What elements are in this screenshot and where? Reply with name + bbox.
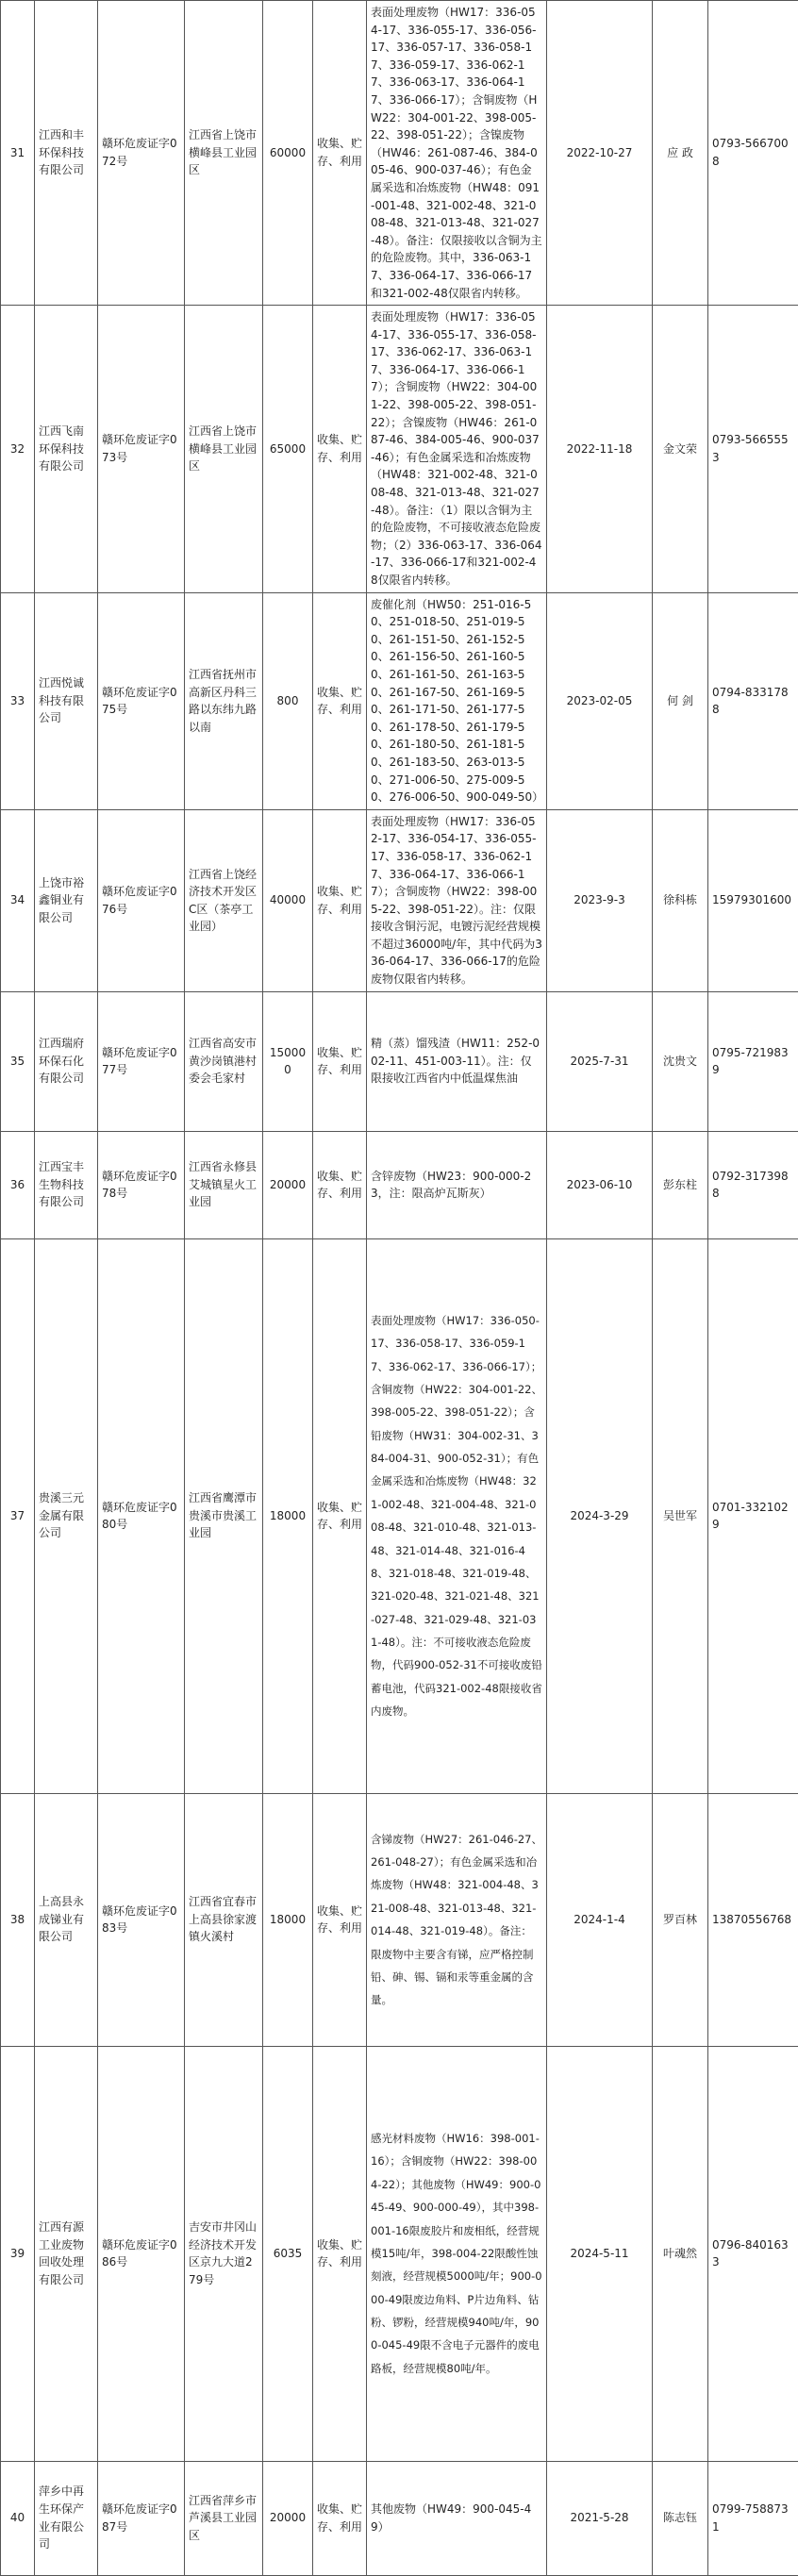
contact-person-cell: 何 剑 <box>653 592 708 809</box>
company-name-cell: 江西瑞府环保石化有限公司 <box>35 991 98 1131</box>
capacity-cell: 40000 <box>263 809 313 991</box>
table-row <box>1 1131 798 1238</box>
row-number-cell: 36 <box>1 1131 35 1238</box>
expiry-date-cell: 2021-5-28 <box>547 2461 653 2575</box>
expiry-date-cell: 2024-1-4 <box>547 1793 653 2046</box>
operation-mode-cell: 收集、贮存、利用 <box>313 2046 367 2461</box>
expiry-date-cell: 2023-06-10 <box>547 1131 653 1238</box>
table-row <box>1 809 798 991</box>
waste-categories-cell: 表面处理废物（HW17：336-054-17、336-055-17、336-058-17、336-062-17、336-063-17、336-064-17、336-066-17）；含铜废物（HW22：304-001-22、398-005-22、398-051-22）；含镍废物（HW46：261-087-46、384-005-46、900-037-46）；有色金属采选和冶炼废物（HW48：321-002-48、321-008-48、321-013-48、321-027-48）。备注：（1）限以含铜为主的危险废物，不可接收液态危险废物；（2）336-063-17、336-064-17、336-066-17和321-002-48仅限省内转移。 <box>367 306 547 593</box>
contact-phone-cell: 0701-3321029 <box>708 1238 798 1793</box>
waste-categories-cell: 表面处理废物（HW17：336-052-17、336-054-17、336-055-17、336-058-17、336-062-17、336-064-17、336-066-17）；含铜废物（HW22：398-005-22、398-051-22）。注：仅限接收含铜污泥，电镀污泥经营规模不超过36000吨/年，其中代码为336-064-17、336-066-17的危险废物仅限省内转移。 <box>367 809 547 991</box>
expiry-date-cell: 2023-9-3 <box>547 809 653 991</box>
row-number-cell: 39 <box>1 2046 35 2461</box>
contact-person-cell: 金文荣 <box>653 306 708 593</box>
table-row <box>1 2461 798 2575</box>
facility-address-cell: 江西省抚州市高新区丹科三路以东纬九路以南 <box>185 592 263 809</box>
row-number-cell: 33 <box>1 592 35 809</box>
contact-phone-cell: 0792-3173988 <box>708 1131 798 1238</box>
waste-categories-cell: 精（蒸）馏残渣（HW11：252-002-11、451-003-11）。注：仅限接收江西省内中低温煤焦油 <box>367 991 547 1131</box>
operation-mode-cell: 收集、贮存、利用 <box>313 2461 367 2575</box>
permit-table-body <box>1 1 798 2576</box>
license-number-cell: 赣环危废证字077号 <box>98 991 185 1131</box>
license-number-cell: 赣环危废证字083号 <box>98 1793 185 2046</box>
capacity-cell: 60000 <box>263 1 313 306</box>
company-name-cell: 江西飞南环保科技有限公司 <box>35 306 98 593</box>
contact-phone-cell: 0795-7219839 <box>708 991 798 1131</box>
expiry-date-cell: 2024-3-29 <box>547 1238 653 1793</box>
company-name-cell: 萍乡中再生环保产业有限公司 <box>35 2461 98 2575</box>
contact-phone-cell: 0794-8331788 <box>708 592 798 809</box>
license-number-cell: 赣环危废证字073号 <box>98 306 185 593</box>
table-row <box>1 2046 798 2461</box>
expiry-date-cell: 2023-02-05 <box>547 592 653 809</box>
license-number-cell: 赣环危废证字086号 <box>98 2046 185 2461</box>
capacity-cell: 20000 <box>263 1131 313 1238</box>
contact-phone-cell: 13870556768 <box>708 1793 798 2046</box>
operation-mode-cell: 收集、贮存、利用 <box>313 809 367 991</box>
facility-address-cell: 吉安市井冈山经济技术开发区京九大道279号 <box>185 2046 263 2461</box>
operation-mode-cell: 收集、贮存、利用 <box>313 1 367 306</box>
contact-person-cell: 彭东柱 <box>653 1131 708 1238</box>
operation-mode-cell: 收集、贮存、利用 <box>313 991 367 1131</box>
expiry-date-cell: 2022-11-18 <box>547 306 653 593</box>
contact-person-cell: 吴世军 <box>653 1238 708 1793</box>
contact-phone-cell: 0793-5665553 <box>708 306 798 593</box>
table-row <box>1 1 798 306</box>
capacity-cell: 800 <box>263 592 313 809</box>
company-name-cell: 上高县永成锑业有限公司 <box>35 1793 98 2046</box>
company-name-cell: 江西宝丰生物科技有限公司 <box>35 1131 98 1238</box>
capacity-cell: 65000 <box>263 306 313 593</box>
company-name-cell: 贵溪三元金属有限公司 <box>35 1238 98 1793</box>
facility-address-cell: 江西省上饶经济技术开发区C区（茶亭工业园） <box>185 809 263 991</box>
license-number-cell: 赣环危废证字075号 <box>98 592 185 809</box>
table-row <box>1 592 798 809</box>
license-number-cell: 赣环危废证字072号 <box>98 1 185 306</box>
waste-categories-cell: 废催化剂（HW50：251-016-50、251-018-50、251-019-50、261-151-50、261-152-50、261-156-50、261-160-50、261-161-50、261-163-50、261-167-50、261-169-50、261-171-50、261-177-50、261-178-50、261-179-50、261-180-50、261-181-50、261-183-50、263-013-50、271-006-50、275-009-50、276-006-50、900-049-50） <box>367 592 547 809</box>
table-row <box>1 1793 798 2046</box>
contact-phone-cell: 0799-7588731 <box>708 2461 798 2575</box>
waste-categories-cell: 含锌废物（HW23：900-000-23，注：限高炉瓦斯灰） <box>367 1131 547 1238</box>
license-number-cell: 赣环危废证字080号 <box>98 1238 185 1793</box>
row-number-cell: 37 <box>1 1238 35 1793</box>
capacity-cell: 150000 <box>263 991 313 1131</box>
contact-person-cell: 罗百林 <box>653 1793 708 2046</box>
table-row <box>1 306 798 593</box>
row-number-cell: 32 <box>1 306 35 593</box>
license-number-cell: 赣环危废证字076号 <box>98 809 185 991</box>
operation-mode-cell: 收集、贮存、利用 <box>313 1131 367 1238</box>
facility-address-cell: 江西省萍乡市芦溪县工业园区 <box>185 2461 263 2575</box>
company-name-cell: 江西和丰环保科技有限公司 <box>35 1 98 306</box>
contact-phone-cell: 0796-8401633 <box>708 2046 798 2461</box>
row-number-cell: 40 <box>1 2461 35 2575</box>
facility-address-cell: 江西省永修县艾城镇星火工业园 <box>185 1131 263 1238</box>
facility-address-cell: 江西省上饶市横峰县工业园区 <box>185 1 263 306</box>
contact-phone-cell: 0793-5667008 <box>708 1 798 306</box>
operation-mode-cell: 收集、贮存、利用 <box>313 306 367 593</box>
facility-address-cell: 江西省宜春市上高县徐家渡镇火溪村 <box>185 1793 263 2046</box>
row-number-cell: 35 <box>1 991 35 1131</box>
contact-person-cell: 叶魂然 <box>653 2046 708 2461</box>
row-number-cell: 34 <box>1 809 35 991</box>
table-row <box>1 991 798 1131</box>
company-name-cell: 江西有源工业废物回收处理有限公司 <box>35 2046 98 2461</box>
expiry-date-cell: 2024-5-11 <box>547 2046 653 2461</box>
facility-address-cell: 江西省上饶市横峰县工业园区 <box>185 306 263 593</box>
contact-person-cell: 沈贵文 <box>653 991 708 1131</box>
operation-mode-cell: 收集、贮存、利用 <box>313 592 367 809</box>
operation-mode-cell: 收集、贮存、利用 <box>313 1793 367 2046</box>
capacity-cell: 18000 <box>263 1238 313 1793</box>
expiry-date-cell: 2022-10-27 <box>547 1 653 306</box>
waste-categories-cell: 表面处理废物（HW17：336-054-17、336-055-17、336-056-17、336-057-17、336-058-17、336-059-17、336-062-17、336-063-17、336-064-17、336-066-17）；含铜废物（HW22：304-001-22、398-005-22、398-051-22）；含镍废物（HW46：261-087-46、384-005-46、900-037-46）；有色金属采选和冶炼废物（HW48：091-001-48、321-002-48、321-008-48、321-013-48、321-027-48）。备注：仅限接收以含铜为主的危险废物。其中，336-063-17、336-064-17、336-066-17和321-002-48仅限省内转移。 <box>367 1 547 306</box>
contact-person-cell: 陈志钰 <box>653 2461 708 2575</box>
capacity-cell: 18000 <box>263 1793 313 2046</box>
operation-mode-cell: 收集、贮存、利用 <box>313 1238 367 1793</box>
contact-person-cell: 徐科栋 <box>653 809 708 991</box>
waste-categories-cell: 感光材料废物（HW16：398-001-16）；含铜废物（HW22：398-004-22）；其他废物（HW49：900-045-49、900-000-49），其中398-001-16限废胶片和废相纸，经营规模15吨/年，398-004-22限酸性蚀刻液，经营规模5000吨/年；900-000-49限废边角料、P片边角料、钻粉、锣粉，经营规模940吨/年，900-045-49限不含电子元器件的废电路板，经营规模80吨/年。 <box>367 2046 547 2461</box>
license-number-cell: 赣环危废证字078号 <box>98 1131 185 1238</box>
contact-person-cell: 应 政 <box>653 1 708 306</box>
company-name-cell: 江西悦诚科技有限公司 <box>35 592 98 809</box>
row-number-cell: 38 <box>1 1793 35 2046</box>
facility-address-cell: 江西省高安市黄沙岗镇港村委会毛家村 <box>185 991 263 1131</box>
expiry-date-cell: 2025-7-31 <box>547 991 653 1131</box>
row-number-cell: 31 <box>1 1 35 306</box>
facility-address-cell: 江西省鹰潭市贵溪市贵溪工业园 <box>185 1238 263 1793</box>
license-number-cell: 赣环危废证字087号 <box>98 2461 185 2575</box>
waste-categories-cell: 含锑废物（HW27：261-046-27、261-048-27）；有色金属采选和冶炼废物（HW48：321-004-48、321-008-48、321-013-48、321-014-48、321-019-48）。备注：限废物中主要含有锑，应严格控制铅、砷、锡、镉和汞等重金属的含量。 <box>367 1793 547 2046</box>
company-name-cell: 上饶市裕鑫铜业有限公司 <box>35 809 98 991</box>
waste-categories-cell: 表面处理废物（HW17：336-050-17、336-058-17、336-059-17、336-062-17、336-066-17）；含铜废物（HW22：304-001-22、398-005-22、398-051-22）；含铅废物（HW31：304-002-31、384-004-31、900-052-31）；有色金属采选和冶炼废物（HW48：321-002-48、321-004-48、321-008-48、321-010-48、321-013-48、321-014-48、321-016-48、321-018-48、321-019-48、321-020-48、321-021-48、321-027-48、321-029-48、321-031-48）。注：不可接收液态危险废物，代码900-052-31不可接收废铅蓄电池，代码321-002-48限接收省内废物。 <box>367 1238 547 1793</box>
capacity-cell: 20000 <box>263 2461 313 2575</box>
capacity-cell: 6035 <box>263 2046 313 2461</box>
table-row <box>1 1238 798 1793</box>
waste-categories-cell: 其他废物（HW49：900-045-49） <box>367 2461 547 2575</box>
contact-phone-cell: 15979301600 <box>708 809 798 991</box>
